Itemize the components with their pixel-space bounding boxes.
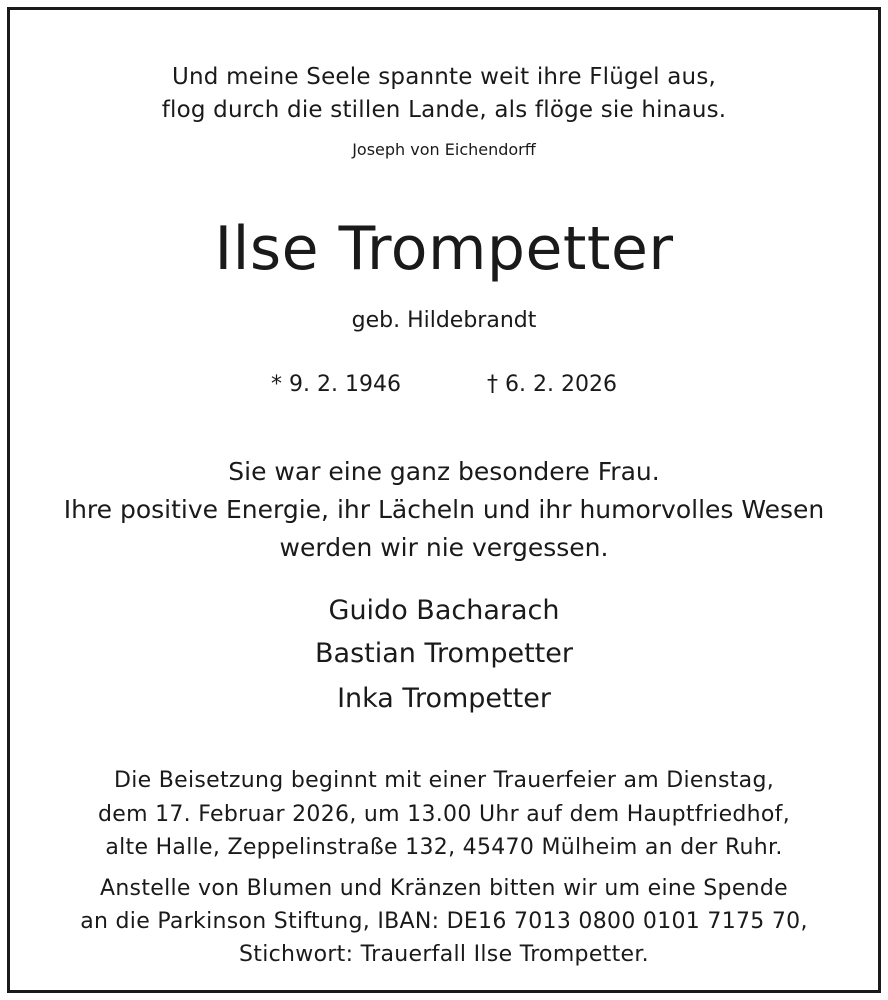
mourner-3: Inka Trompetter — [337, 683, 551, 714]
funeral-line-3: alte Halle, Zeppelinstraße 132, 45470 Mülheim an der Ruhr. — [105, 835, 783, 860]
mourner-2: Bastian Trompetter — [315, 638, 573, 669]
death-date: † 6. 2. 2026 — [487, 372, 617, 397]
donation-line-2: an die Parkinson Stiftung, IBAN: DE16 7013 0800 0101 7175 70, — [80, 909, 808, 934]
deceased-name: Ilse Trompetter — [214, 214, 674, 284]
obituary-frame — [7, 7, 881, 993]
birth-date: * 9. 2. 1946 — [271, 372, 401, 397]
poem-line-2: flog durch die stillen Lande, als flöge sie hinaus. — [161, 97, 727, 123]
funeral-line-1: Die Beisetzung beginnt mit einer Trauerfeier am Dienstag, — [113, 768, 775, 793]
funeral-line-2: dem 17. Februar 2026, um 13.00 Uhr auf dem Hauptfriedhof, — [97, 802, 791, 827]
poem-line-1: Und meine Seele spannte weit ihre Flügel aus, — [171, 64, 717, 90]
poem-author: Joseph von Eichendorff — [352, 140, 536, 159]
tribute-line-3: werden wir nie vergessen. — [279, 533, 609, 562]
obituary-content — [10, 10, 878, 990]
tribute-line-2: Ihre positive Energie, ihr Lächeln und ihr humorvolles Wesen — [63, 495, 825, 524]
life-dates — [10, 372, 878, 397]
donation-line-3: Stichwort: Trauerfall Ilse Trompetter. — [239, 942, 649, 967]
maiden-name: geb. Hildebrandt — [351, 308, 537, 333]
mourner-1: Guido Bacharach — [328, 595, 560, 626]
donation-line-1: Anstelle von Blumen und Kränzen bitten wir um eine Spende — [99, 876, 789, 901]
tribute-line-1: Sie war eine ganz besondere Frau. — [228, 457, 660, 486]
